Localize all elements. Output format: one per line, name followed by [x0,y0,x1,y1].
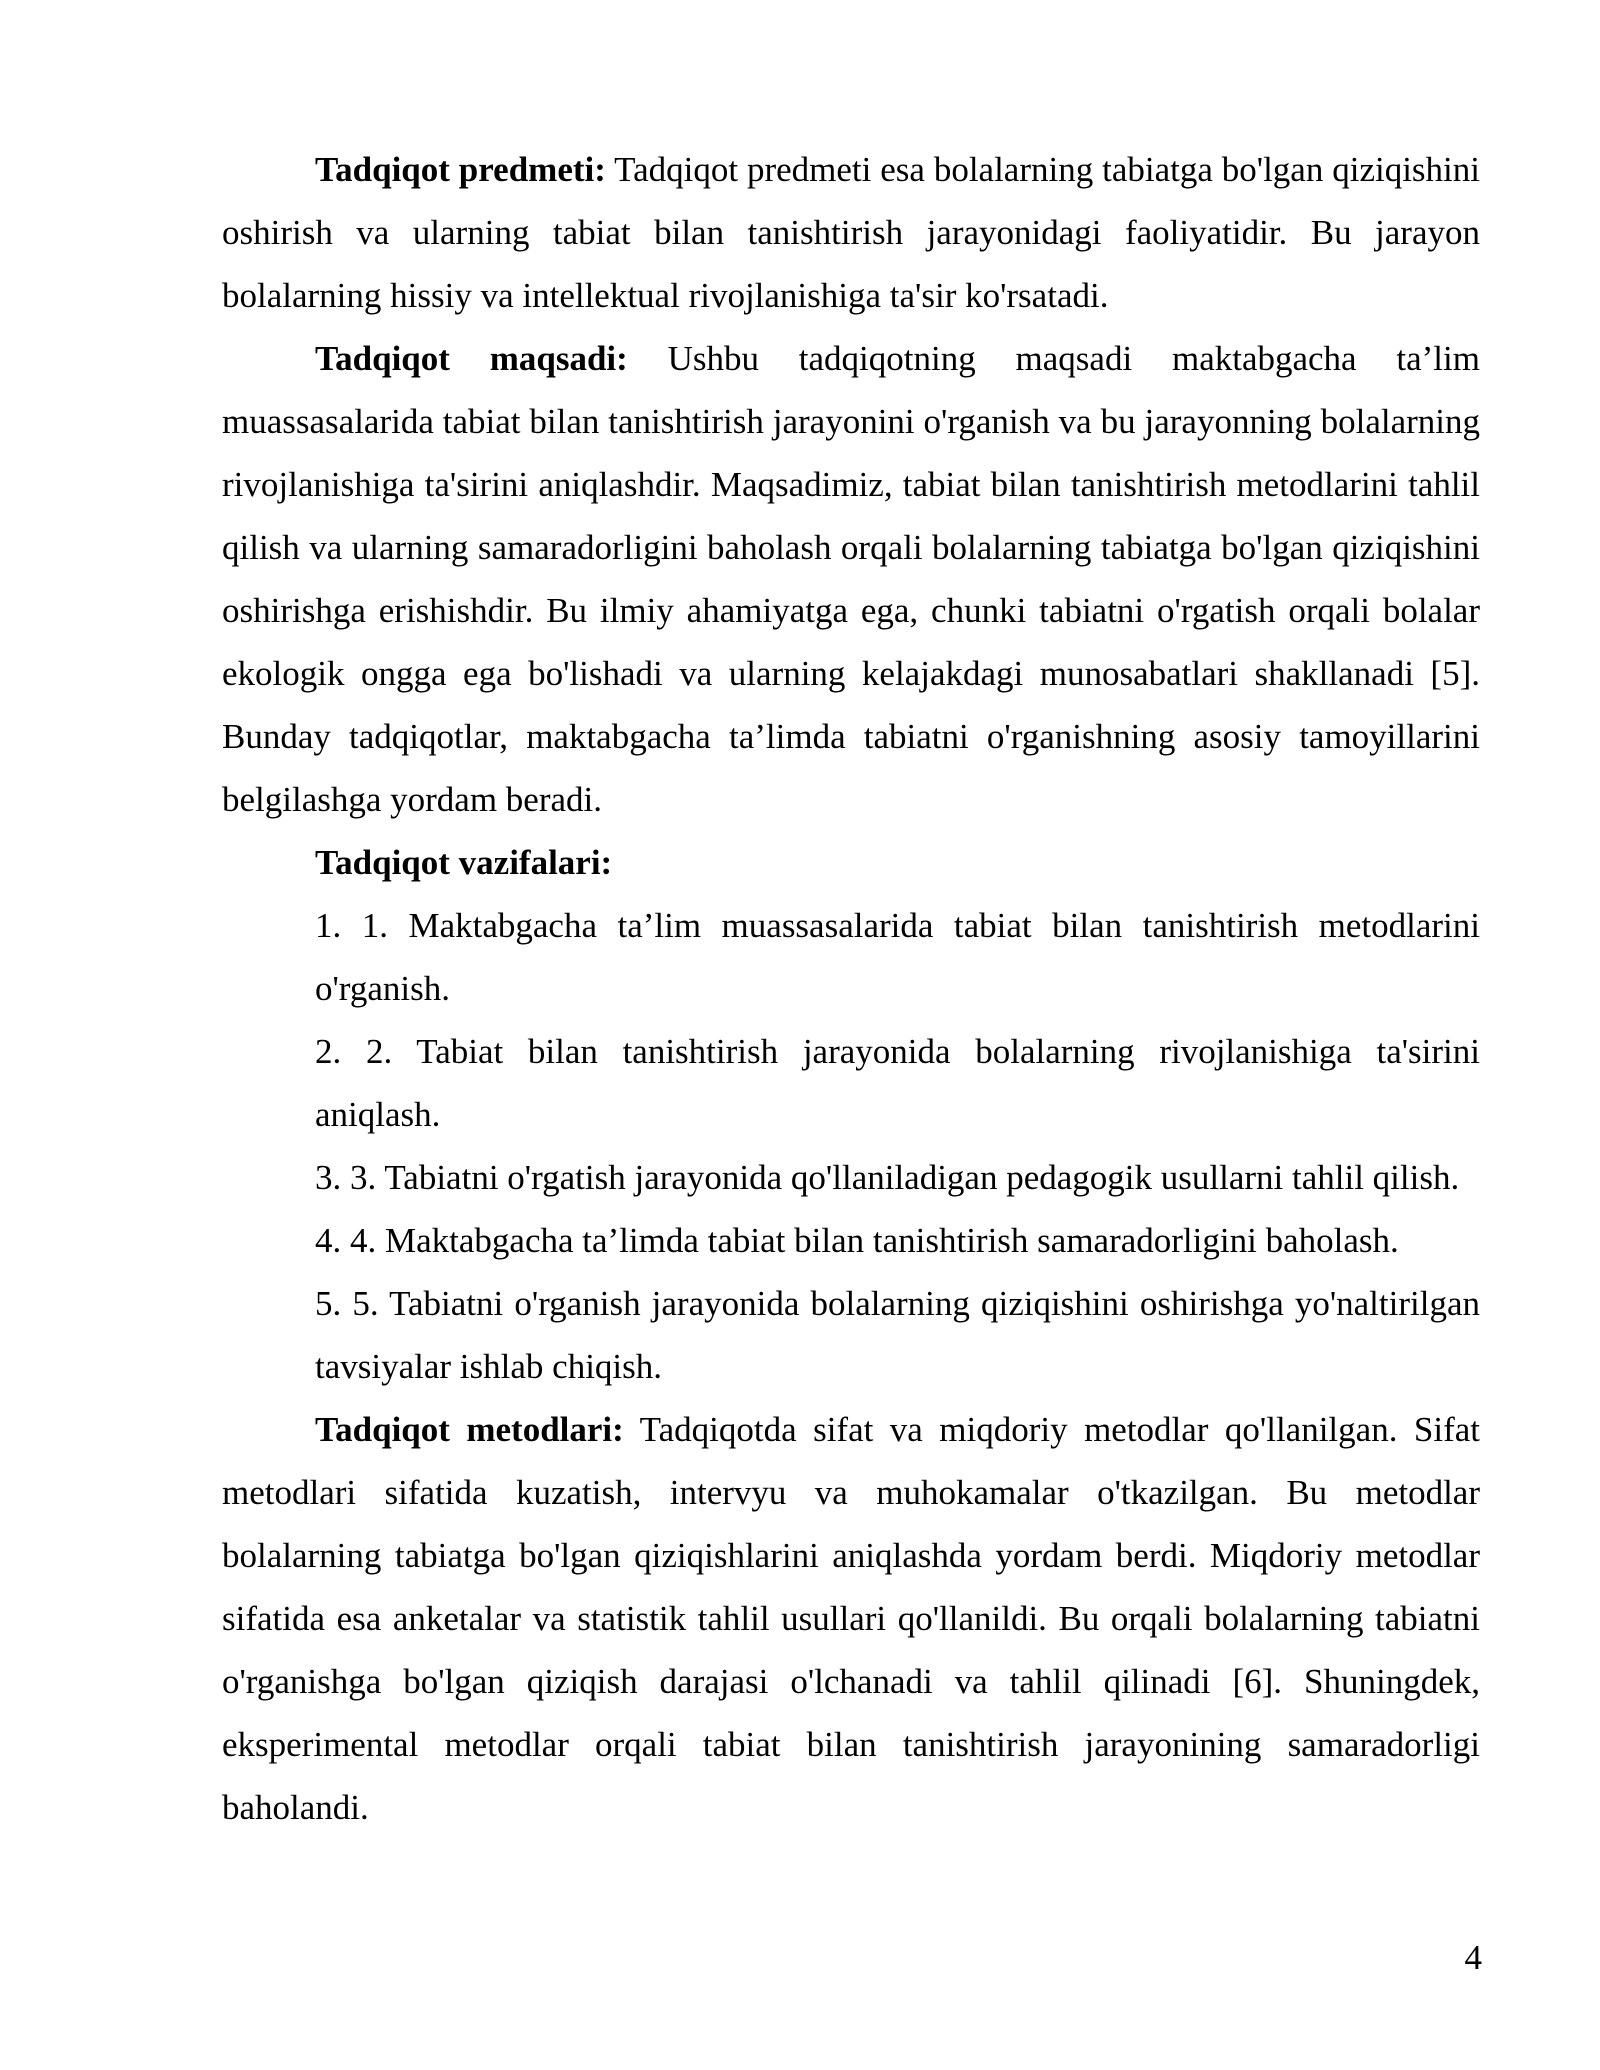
page-number: 4 [1464,1938,1482,1977]
research-methods-text: Tadqiqotda sifat va miqdoriy metodlar qo'llanilgan. Sifat metodlari sifatida kuzatish, intervyu va muhokamalar o'tkazilgan. Bu metodlar bolalarning tabiatga bo'lgan qiziqishlarini aniqlashda yordam berdi. Miqdoriy metodlar sifatida esa anketalar va statistik tahlil usullari qo'llanildi. Bu orqali bolalarning tabiatni o'rganishga bo'lgan qiziqish darajasi o'lchanadi va tahlil qilinadi [6]. Shuningdek, eksperimental metodlar orqali tabiat bilan tanishtirish jarayonining samaradorligi baholandi. [222,1410,1481,1827]
list-item: 2. 2. Tabiat bilan tanishtirish jarayonida bolalarning rivojlanishiga ta'sirini aniqlash. [315,1032,1480,1134]
research-goal-text: Ushbu tadqiqotning maqsadi maktabgacha ta’lim muassasalarida tabiat bilan tanishtirish jarayonini o'rganish va bu jarayonning bolalarning rivojlanishiga ta'sirini aniqlashdir. Maqsadimiz, tabiat bilan tanishtirish metodlarini tahlil qilish va ularning samaradorligini baholash orqali bolalarning tabiatga bo'lgan qiziqishini oshirishga erishishdir. Bu ilmiy ahamiyatga ega, chunki tabiatni o'rgatish orqali bolalar ekologik ongga ega bo'lishadi va ularning kelajakdagi munosabatlari shakllanadi [5]. Bunday tadqiqotlar, maktabgacha ta’limda tabiatni o'rganishning asosiy tamoyillarini belgilashga yordam beradi. [222,339,1480,819]
research-tasks-list [222,894,1480,1398]
research-subject-text: Tadqiqot predmeti esa bolalarning tabiatga bo'lgan qiziqishini oshirish va ularning tabiat bilan tanishtirish jarayonidagi faoliyatidir. Bu jarayon bolalarning hissiy va intellektual rivojlanishiga ta'sir ko'rsatadi. [222,150,1480,315]
list-item: 4. 4. Maktabgacha ta’limda tabiat bilan tanishtirish samaradorligini baholash. [315,1221,1399,1260]
research-subject-heading: Tadqiqot predmeti: [315,150,606,189]
list-item: 3. 3. Tabiatni o'rgatish jarayonida qo'llaniladigan pedagogik usullarni tahlil qilish. [315,1158,1460,1197]
list-item: 1. 1. Maktabgacha ta’lim muassasalarida tabiat bilan tanishtirish metodlarini o'rganish. [315,906,1480,1008]
research-methods-heading: Tadqiqot metodlari: [315,1410,624,1449]
research-goal-paragraph [222,327,1480,831]
research-tasks-heading: Tadqiqot vazifalari: [315,843,613,882]
list-item: 5. 5. Tabiatni o'rganish jarayonida bolalarning qiziqishini oshirishga yo'naltirilgan tavsiyalar ishlab chiqish. [315,1284,1480,1386]
research-subject-paragraph [222,138,1480,327]
document-page [222,138,1480,1839]
research-goal-heading: Tadqiqot maqsadi: [315,339,628,378]
research-methods-paragraph [222,1398,1480,1839]
